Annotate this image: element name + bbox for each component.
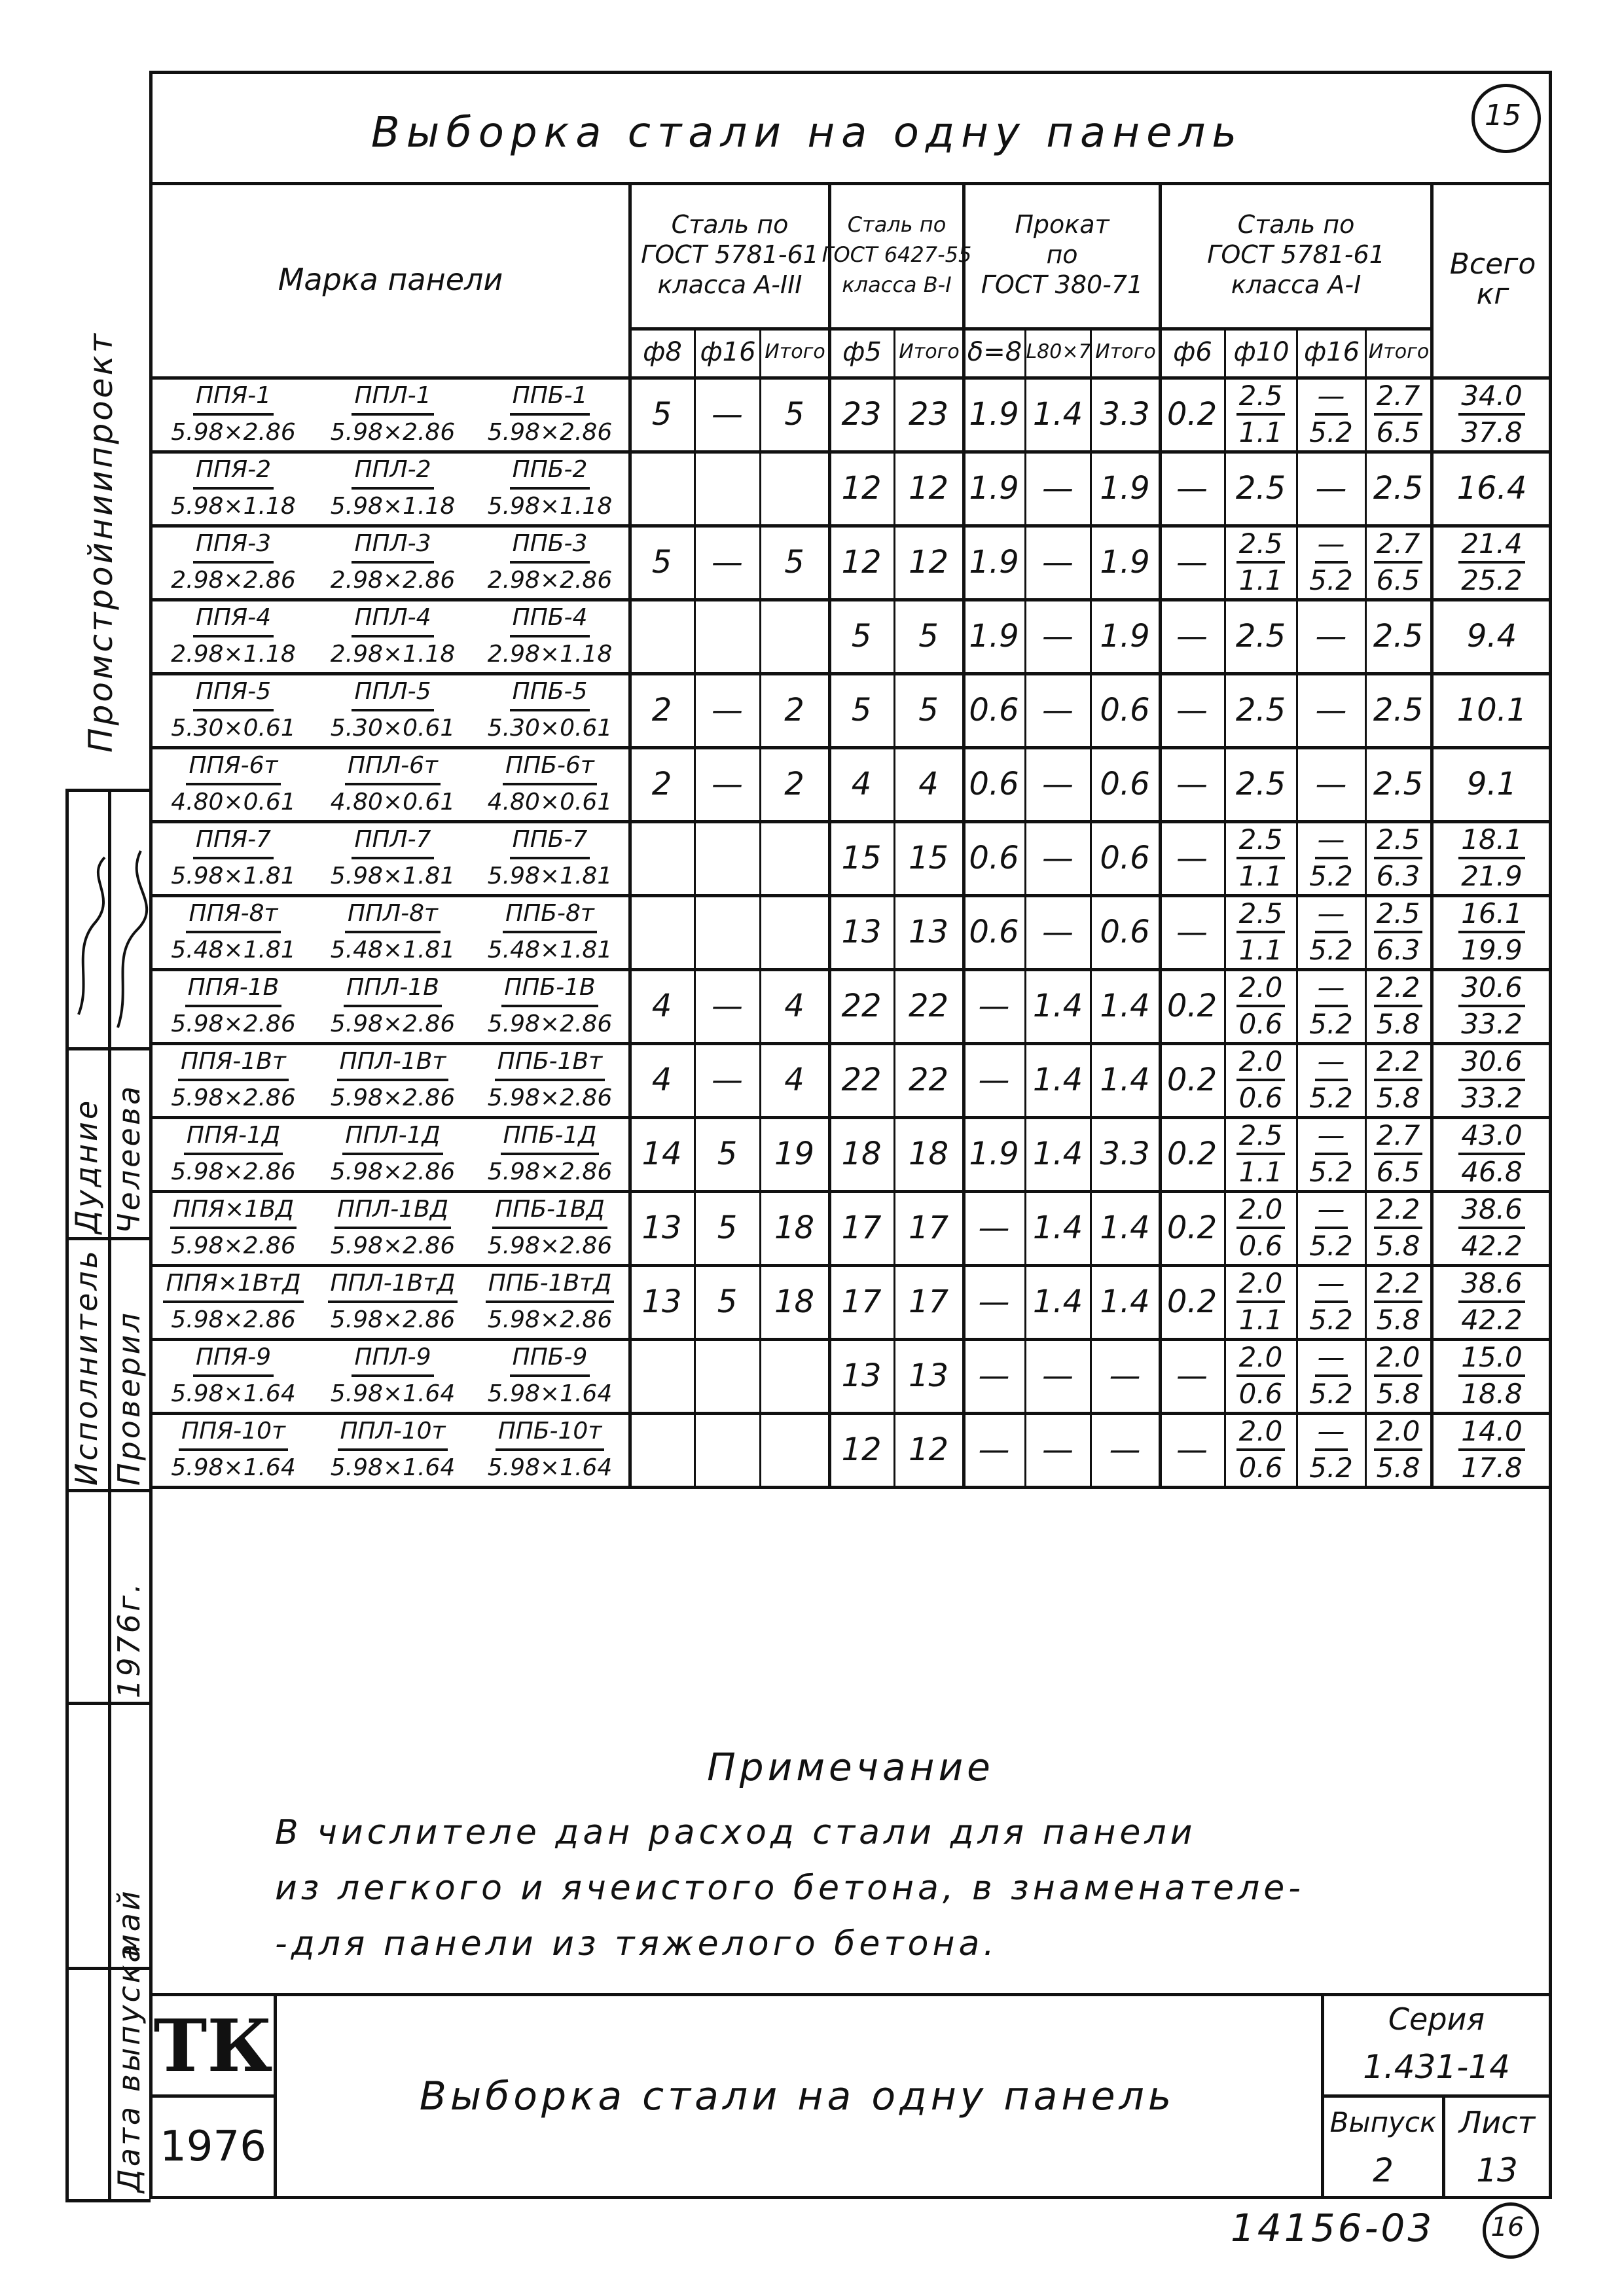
- panel-mark: ППБ-3 2.98×2.86: [471, 528, 628, 596]
- table-cell: [631, 453, 693, 523]
- panel-mark: ППБ-6т 4.80×0.61: [471, 749, 628, 818]
- panel-mark: ППЛ-9 5.98×1.64: [314, 1341, 471, 1410]
- panel-mark: ППЛ-1ВД 5.98×2.86: [314, 1193, 471, 1262]
- subheader-cell: Итого: [899, 340, 960, 363]
- table-cell: 2.5: [1235, 765, 1286, 802]
- table-cell-fraction: $\frac{2.5}{1.1}$: [1227, 527, 1295, 597]
- table-cell: —: [1176, 913, 1208, 950]
- table-cell-fraction: $\frac{43.0}{46.8}$: [1433, 1119, 1551, 1189]
- table-cell-fraction: $\frac{34.0}{37.8}$: [1433, 379, 1551, 449]
- subheader-cell: ф10: [1233, 336, 1290, 367]
- table-cell: 18: [774, 1209, 815, 1246]
- table-cell: —: [1042, 839, 1074, 876]
- subheader-cell: Итого: [1095, 340, 1156, 363]
- panel-mark: ППБ-2 5.98×1.18: [471, 454, 628, 522]
- table-cell: 1.9: [969, 543, 1019, 581]
- table-cell: 1.4: [1032, 395, 1083, 433]
- table-cell: 1.4: [1100, 1061, 1150, 1098]
- panel-mark: ППЛ-1 5.98×2.86: [314, 380, 471, 448]
- table-cell: —: [1109, 1431, 1141, 1468]
- table-cell: 1.9: [969, 395, 1019, 433]
- table-cell-fraction: $\frac{2.0}{5.8}$: [1367, 1414, 1429, 1484]
- panel-mark: ППЯ-7 5.98×1.81: [153, 823, 314, 892]
- table-cell: —: [1042, 691, 1074, 728]
- stamp-year: 1976: [160, 2123, 266, 2171]
- subheader-cell: L80×7: [1026, 340, 1091, 363]
- header-group-a3: Сталь по ГОСТ 5781-61 класса А-III: [641, 210, 819, 299]
- table-cell-fraction: $\frac{2.0}{0.6}$: [1227, 1193, 1295, 1263]
- table-cell: 0.6: [969, 839, 1019, 876]
- table-cell: 5: [717, 1209, 738, 1246]
- table-cell-fraction: — 5.2: [1309, 527, 1353, 596]
- table-cell: 15: [908, 839, 949, 876]
- table-cell-fraction: $\frac{38.6}{42.2}$: [1433, 1193, 1551, 1263]
- stamp-title: Выборка стали на одну панель: [419, 2073, 1176, 2119]
- table-cell-fraction: $\frac{18.1}{21.9}$: [1433, 823, 1551, 893]
- table-cell: 2.5: [1373, 617, 1424, 655]
- table-cell: 18: [774, 1283, 815, 1320]
- table-cell: 13: [641, 1283, 682, 1320]
- panel-mark: ППБ-7 5.98×1.81: [471, 823, 628, 892]
- table-cell: —: [1315, 617, 1347, 655]
- table-cell-fraction: $\frac{2.2}{5.8}$: [1367, 971, 1429, 1041]
- table-cell-fraction: $\frac{2.5}{6.3}$: [1367, 823, 1429, 893]
- table-cell: 17: [841, 1209, 882, 1246]
- header-group-b1: Сталь по ГОСТ 6427-55 класса В-I: [821, 212, 972, 297]
- table-cell: —: [1176, 691, 1208, 728]
- issue-value: 2: [1373, 2151, 1394, 2189]
- table-cell: 12: [908, 1431, 949, 1468]
- table-cell-fraction: $\frac{16.1}{19.9}$: [1433, 897, 1551, 967]
- table-cell: [696, 1414, 758, 1484]
- table-cell-fraction: $\frac{2.0}{5.8}$: [1367, 1340, 1429, 1410]
- subheader-cell: ф5: [842, 336, 882, 367]
- panel-mark: ППЯ-3 2.98×2.86: [153, 528, 314, 596]
- table-cell: —: [1176, 543, 1208, 581]
- table-cell: 2: [651, 765, 672, 802]
- table-cell: 4: [651, 1061, 672, 1098]
- table-cell: —: [1176, 469, 1208, 507]
- table-cell: [762, 1414, 827, 1484]
- table-cell: 1.9: [1100, 543, 1150, 581]
- series-label: Серия: [1388, 2001, 1485, 2037]
- table-cell: 0.6: [1100, 913, 1150, 950]
- table-cell: 4: [918, 765, 939, 802]
- subheader-cell: ф6: [1173, 336, 1212, 367]
- table-cell-fraction: $\frac{14.0}{17.8}$: [1433, 1414, 1551, 1484]
- panel-mark: ППБ-1ВтД 5.98×2.86: [471, 1267, 628, 1336]
- table-cell-fraction: $\frac{2.0}{0.6}$: [1227, 1340, 1295, 1410]
- table-cell: 2: [784, 691, 804, 728]
- table-cell: 22: [908, 987, 949, 1024]
- table-cell: 1.9: [1100, 469, 1150, 507]
- table-cell-fraction: $\frac{2.5}{1.1}$: [1227, 897, 1295, 967]
- table-cell-fraction: — 5.2: [1309, 1045, 1353, 1114]
- table-cell: —: [1176, 765, 1208, 802]
- table-cell: 0.6: [1100, 691, 1150, 728]
- table-cell-fraction: $\frac{2.5}{1.1}$: [1227, 379, 1295, 449]
- table-cell: —: [978, 987, 1010, 1024]
- table-cell: [631, 897, 693, 967]
- subheader-cell: ф16: [1303, 336, 1360, 367]
- table-cell: 2.5: [1373, 691, 1424, 728]
- panel-mark: ППЯ-1Вт 5.98×2.86: [153, 1045, 314, 1114]
- table-cell: 0.2: [1166, 395, 1218, 433]
- table-cell: 9.4: [1466, 617, 1517, 655]
- table-cell: 2.5: [1373, 469, 1424, 507]
- sheet-label: Лист: [1458, 2104, 1536, 2140]
- note-heading: Примечание: [707, 1745, 994, 1789]
- page-title: Выборка стали на одну панель: [370, 109, 1244, 157]
- table-cell: [631, 601, 693, 671]
- table-cell: —: [1315, 691, 1347, 728]
- table-cell: 13: [908, 913, 949, 950]
- table-cell: [696, 453, 758, 523]
- table-cell: 2.5: [1373, 765, 1424, 802]
- table-cell-fraction: $\frac{2.7}{6.5}$: [1367, 379, 1429, 449]
- panel-mark: ППЛ-1Вт 5.98×2.86: [314, 1045, 471, 1114]
- table-cell: 1.4: [1100, 987, 1150, 1024]
- table-cell-fraction: $\frac{2.5}{6.3}$: [1367, 897, 1429, 967]
- panel-mark: ППЛ-4 2.98×1.18: [314, 601, 471, 670]
- table-cell: —: [1042, 617, 1074, 655]
- note-line-3: -для панели из тяжелого бетона.: [275, 1924, 998, 1964]
- table-cell: 18: [908, 1135, 949, 1172]
- table-cell: [696, 601, 758, 671]
- table-cell: 5: [784, 395, 804, 433]
- table-cell: 4: [784, 1061, 804, 1098]
- table-cell-fraction: $\frac{21.4}{25.2}$: [1433, 527, 1551, 597]
- table-cell: 5: [851, 617, 872, 655]
- table-cell-fraction: — 5.2: [1309, 1414, 1353, 1484]
- panel-mark: ППБ-1 5.98×2.86: [471, 380, 628, 448]
- table-cell: —: [712, 987, 743, 1024]
- table-cell: —: [712, 765, 743, 802]
- table-cell: —: [1176, 617, 1208, 655]
- table-cell-fraction: $\frac{2.2}{5.8}$: [1367, 1266, 1429, 1336]
- panel-mark: ППЯ-6т 4.80×0.61: [153, 749, 314, 818]
- issue-label: Выпуск: [1329, 2106, 1437, 2138]
- table-cell-fraction: — 5.2: [1309, 897, 1353, 966]
- table-cell: 0.6: [969, 765, 1019, 802]
- table-cell: 23: [908, 395, 949, 433]
- panel-mark: ППЛ-1В 5.98×2.86: [314, 971, 471, 1040]
- table-cell: 15: [841, 839, 882, 876]
- panel-mark: ППБ-4 2.98×1.18: [471, 601, 628, 670]
- panel-mark: ППЛ-8т 5.48×1.81: [314, 897, 471, 966]
- table-cell: 5: [784, 543, 804, 581]
- panel-mark: ППЛ-7 5.98×1.81: [314, 823, 471, 892]
- table-cell-fraction: — 5.2: [1309, 1119, 1353, 1188]
- note-line-2: из легкого и ячеистого бетона, в знаменателе-: [275, 1869, 1305, 1908]
- archive-number: 14156-03: [1231, 2206, 1435, 2250]
- table-cell: 0.2: [1166, 1061, 1218, 1098]
- table-cell: 18: [841, 1135, 882, 1172]
- table-cell: [631, 823, 693, 893]
- table-cell-fraction: $\frac{2.0}{0.6}$: [1227, 1045, 1295, 1115]
- table-cell: 0.6: [1100, 839, 1150, 876]
- table-cell: [631, 1340, 693, 1410]
- table-cell: —: [1042, 469, 1074, 507]
- table-cell: [696, 823, 758, 893]
- table-cell: 22: [841, 1061, 882, 1098]
- sheet-circle-number: 15: [1485, 98, 1521, 132]
- table-cell-fraction: $\frac{30.6}{33.2}$: [1433, 1045, 1551, 1115]
- table-cell: 12: [841, 469, 882, 507]
- table-cell: 2.5: [1235, 691, 1286, 728]
- table-cell: 4: [784, 987, 804, 1024]
- table-cell: 13: [841, 913, 882, 950]
- table-cell: 1.4: [1032, 1209, 1083, 1246]
- table-cell: [762, 897, 827, 967]
- panel-mark: ППЯ-4 2.98×1.18: [153, 601, 314, 670]
- table-cell: —: [1109, 1357, 1141, 1394]
- table-cell: —: [1042, 913, 1074, 950]
- table-cell: 16.4: [1456, 469, 1527, 507]
- table-cell: 2: [784, 765, 804, 802]
- table-cell: 5: [851, 691, 872, 728]
- table-cell: [762, 1340, 827, 1410]
- table-cell: 3.3: [1100, 1135, 1150, 1172]
- year-label: 1976г.: [111, 1581, 147, 1698]
- executor-name: Дудние: [69, 1098, 104, 1234]
- panel-mark: ППЯ-1 5.98×2.86: [153, 380, 314, 448]
- table-cell-fraction: $\frac{2.5}{1.1}$: [1227, 1119, 1295, 1189]
- table-cell: 14: [641, 1135, 682, 1172]
- table-cell-fraction: $\frac{2.7}{6.5}$: [1367, 1119, 1429, 1189]
- table-cell: 1.4: [1100, 1209, 1150, 1246]
- table-cell: 17: [908, 1209, 949, 1246]
- panel-mark: ППБ-1В 5.98×2.86: [471, 971, 628, 1040]
- table-cell: 9.1: [1466, 765, 1517, 802]
- table-cell: —: [1315, 469, 1347, 507]
- table-cell-fraction: $\frac{2.5}{1.1}$: [1227, 823, 1295, 893]
- checker-label: Проверил: [111, 1310, 147, 1486]
- header-group-a1: Сталь по ГОСТ 5781-61 класса А-I: [1207, 210, 1385, 299]
- table-cell-fraction: $\frac{15.0}{18.8}$: [1433, 1340, 1551, 1410]
- table-cell: 2.5: [1235, 469, 1286, 507]
- release-date-label: Дата выпуска: [111, 1941, 147, 2193]
- panel-mark: ППЛ-3 2.98×2.86: [314, 528, 471, 596]
- table-cell: —: [1042, 1357, 1074, 1394]
- panel-mark: ППЯ-2 5.98×1.18: [153, 454, 314, 522]
- month-label: май: [111, 1888, 147, 1957]
- table-cell: 2: [651, 691, 672, 728]
- panel-mark: ППЯ-10т 5.98×1.64: [153, 1415, 314, 1484]
- table-cell-fraction: $\frac{2.0}{0.6}$: [1227, 1414, 1295, 1484]
- table-cell: 1.4: [1032, 1061, 1083, 1098]
- table-cell: —: [712, 395, 743, 433]
- table-cell-fraction: $\frac{38.6}{42.2}$: [1433, 1266, 1551, 1336]
- table-cell-fraction: — 5.2: [1309, 823, 1353, 892]
- table-cell: 0.2: [1166, 1283, 1218, 1320]
- table-cell: 3.3: [1100, 395, 1150, 433]
- table-cell: 13: [641, 1209, 682, 1246]
- table-cell: —: [978, 1357, 1010, 1394]
- panel-mark: ППЛ-1Д 5.98×2.86: [314, 1119, 471, 1188]
- table-cell: [762, 823, 827, 893]
- table-cell: —: [978, 1061, 1010, 1098]
- table-cell-fraction: $\frac{2.2}{5.8}$: [1367, 1045, 1429, 1115]
- table-cell: 10.1: [1456, 691, 1527, 728]
- panel-mark: ППЯ×1ВтД 5.98×2.86: [153, 1267, 314, 1336]
- table-cell: 1.4: [1100, 1283, 1150, 1320]
- panel-mark: ППЛ-2 5.98×1.18: [314, 454, 471, 522]
- table-cell: —: [1176, 839, 1208, 876]
- subheader-cell: ф8: [643, 336, 682, 367]
- panel-mark: ППБ-1Д 5.98×2.86: [471, 1119, 628, 1188]
- table-cell-fraction: $\frac{2.2}{5.8}$: [1367, 1193, 1429, 1263]
- panel-mark: ППБ-10т 5.98×1.64: [471, 1415, 628, 1484]
- table-cell: 19: [774, 1135, 815, 1172]
- table-cell: 2.5: [1235, 617, 1286, 655]
- subheader-cell: Итого: [1368, 340, 1430, 363]
- table-cell: 1.4: [1032, 1135, 1083, 1172]
- panel-mark: ППЯ-1Д 5.98×2.86: [153, 1119, 314, 1188]
- series-value: 1.431-14: [1363, 2048, 1510, 2086]
- table-cell: 5: [717, 1135, 738, 1172]
- table-cell: 0.6: [1100, 765, 1150, 802]
- table-cell: —: [1042, 765, 1074, 802]
- table-cell: 1.9: [969, 617, 1019, 655]
- table-cell: 5: [651, 395, 672, 433]
- table-cell: 12: [841, 1431, 882, 1468]
- panel-mark: ППЯ-9 5.98×1.64: [153, 1341, 314, 1410]
- header-mark: Марка панели: [278, 261, 503, 297]
- table-cell: 23: [841, 395, 882, 433]
- header-total: Всего кг: [1449, 247, 1536, 311]
- tk-logo: ТК: [153, 2003, 273, 2088]
- header-group-rolled: Прокат по ГОСТ 380-71: [981, 210, 1144, 299]
- table-cell: 12: [908, 543, 949, 581]
- table-cell-fraction: $\frac{30.6}{33.2}$: [1433, 971, 1551, 1041]
- table-cell: 4: [851, 765, 872, 802]
- table-cell: 5: [717, 1283, 738, 1320]
- subheader-cell: δ=8: [967, 336, 1022, 367]
- sheet-value: 13: [1476, 2151, 1518, 2189]
- table-cell: [631, 1414, 693, 1484]
- panel-mark: ППЯ-1В 5.98×2.86: [153, 971, 314, 1040]
- table-cell: 1.4: [1032, 1283, 1083, 1320]
- table-cell: 0.2: [1166, 1209, 1218, 1246]
- table-cell: [762, 601, 827, 671]
- table-cell: —: [1176, 1431, 1208, 1468]
- panel-mark: ППБ-1ВД 5.98×2.86: [471, 1193, 628, 1262]
- table-cell: —: [712, 691, 743, 728]
- table-cell: 0.6: [969, 691, 1019, 728]
- table-cell: 22: [908, 1061, 949, 1098]
- panel-mark: ППЯ×1ВД 5.98×2.86: [153, 1193, 314, 1262]
- table-cell-fraction: $\frac{2.0}{0.6}$: [1227, 971, 1295, 1041]
- table-cell: —: [712, 543, 743, 581]
- table-cell: 0.2: [1166, 987, 1218, 1024]
- table-cell: 12: [841, 543, 882, 581]
- table-cell: 5: [918, 617, 939, 655]
- table-cell: 1.4: [1032, 987, 1083, 1024]
- panel-mark: ППБ-5 5.30×0.61: [471, 675, 628, 744]
- table-cell: 1.9: [969, 1135, 1019, 1172]
- panel-mark: ППБ-9 5.98×1.64: [471, 1341, 628, 1410]
- table-cell: —: [978, 1209, 1010, 1246]
- table-cell: 1.9: [1100, 617, 1150, 655]
- table-cell: [696, 1340, 758, 1410]
- panel-mark: ППЛ-6т 4.80×0.61: [314, 749, 471, 818]
- table-cell: 13: [908, 1357, 949, 1394]
- table-cell: —: [712, 1061, 743, 1098]
- table-cell: [762, 453, 827, 523]
- table-cell: 0.2: [1166, 1135, 1218, 1172]
- table-cell: [696, 897, 758, 967]
- table-cell: 13: [841, 1357, 882, 1394]
- table-cell: —: [1315, 765, 1347, 802]
- table-cell-fraction: $\frac{2.7}{6.5}$: [1367, 527, 1429, 597]
- subheader-cell: ф16: [700, 336, 756, 367]
- panel-mark: ППЛ-5 5.30×0.61: [314, 675, 471, 744]
- table-cell: —: [1176, 1357, 1208, 1394]
- table-cell: 0.6: [969, 913, 1019, 950]
- table-cell: 17: [841, 1283, 882, 1320]
- note-line-1: В числителе дан расход стали для панели: [275, 1813, 1197, 1852]
- subheader-cell: Итого: [765, 340, 825, 363]
- table-cell: —: [1042, 543, 1074, 581]
- table-cell-fraction: — 5.2: [1309, 1266, 1353, 1336]
- table-cell: 4: [651, 987, 672, 1024]
- table-cell: —: [978, 1431, 1010, 1468]
- panel-mark: ППЛ-1ВтД 5.98×2.86: [314, 1267, 471, 1336]
- panel-mark: ППЯ-8т 5.48×1.81: [153, 897, 314, 966]
- table-cell: —: [1042, 1431, 1074, 1468]
- table-cell-fraction: $\frac{2.0}{1.1}$: [1227, 1266, 1295, 1336]
- panel-mark: ППБ-8т 5.48×1.81: [471, 897, 628, 966]
- signature-marks: [65, 818, 151, 1041]
- panel-mark: ППЛ-10т 5.98×1.64: [314, 1415, 471, 1484]
- org-name: Промстройниипроект: [82, 331, 120, 753]
- table-cell: 5: [918, 691, 939, 728]
- table-cell: 17: [908, 1283, 949, 1320]
- archive-circle-number: 16: [1490, 2212, 1525, 2242]
- executor-label: Исполнитель: [69, 1248, 104, 1486]
- table-cell: 12: [908, 469, 949, 507]
- table-cell: 1.9: [969, 469, 1019, 507]
- table-cell: 22: [841, 987, 882, 1024]
- table-cell-fraction: — 5.2: [1309, 1193, 1353, 1262]
- panel-mark: ППЯ-5 5.30×0.61: [153, 675, 314, 744]
- table-cell-fraction: — 5.2: [1309, 1340, 1353, 1410]
- table-cell-fraction: — 5.2: [1309, 971, 1353, 1040]
- checker-name: Челеева: [111, 1083, 147, 1234]
- table-cell: —: [978, 1283, 1010, 1320]
- table-cell: 5: [651, 543, 672, 581]
- table-cell-fraction: — 5.2: [1309, 379, 1353, 448]
- panel-mark: ППБ-1Вт 5.98×2.86: [471, 1045, 628, 1114]
